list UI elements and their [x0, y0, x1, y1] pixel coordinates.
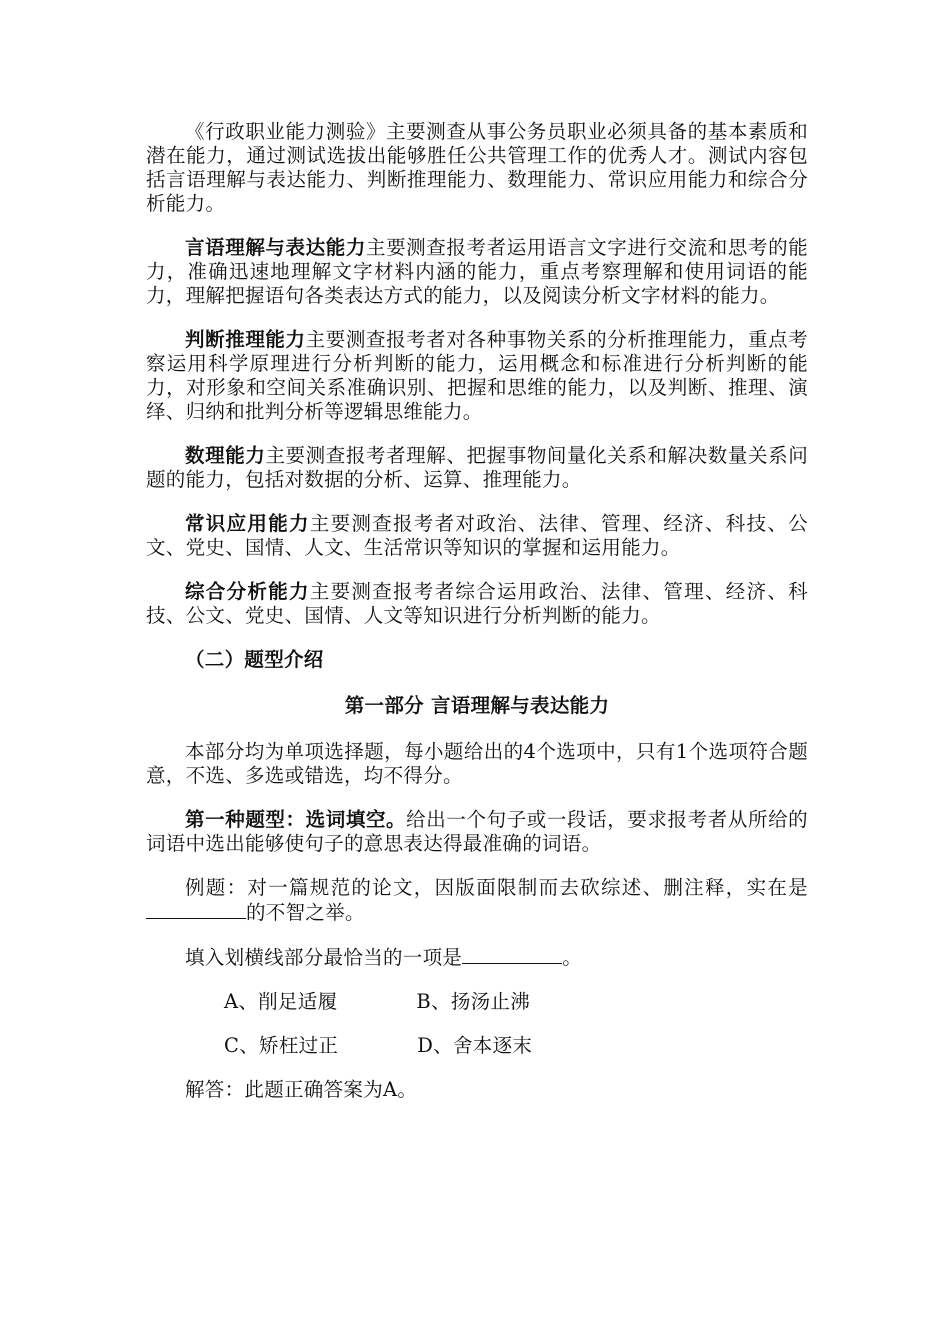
ability-paragraph-common-sense	[146, 512, 808, 560]
options-row	[146, 990, 808, 1014]
example-prompt-prefix: 填入划横线部分最恰当的一项是	[185, 946, 463, 969]
options-row	[146, 1034, 808, 1058]
ability-paragraph-verbal	[146, 236, 808, 308]
ability-paragraph-reasoning	[146, 328, 808, 424]
example-prompt	[146, 945, 808, 970]
example-question	[146, 876, 808, 925]
intro-paragraph: 《行政职业能力测验》主要测查从事公务员职业必须具备的基本素质和潜在能力，通过测试选拔出能够胜任公共管理工作的优秀人才。测试内容包括言语理解与表达能力、判断推理能力、数理能力、常识应用能力和综合分析能力。	[146, 120, 808, 215]
ability-term: 综合分析能力	[185, 580, 310, 603]
example-question-prefix: 例题：对一篇规范的论文，因版面限制而去砍综述、删注释，实在是	[185, 876, 808, 899]
ability-description: 主要测查报考者对政治、法律、管理、经济、科技、公文、党史、国情、人文、生活常识等知识的掌握和运用能力。	[146, 512, 808, 559]
fill-in-blank	[146, 900, 246, 919]
ability-term: 数理能力	[185, 444, 266, 467]
ability-description: 主要测查报考者理解、把握事物间量化关系和解决数量关系问题的能力，包括对数据的分析、运算、推理能力。	[146, 444, 809, 491]
section-heading: （二）题型介绍	[185, 648, 324, 671]
ability-term: 常识应用能力	[185, 512, 310, 535]
option-d: D、舍本逐末	[417, 1034, 533, 1057]
option-c: C、矫枉过正	[224, 1034, 339, 1057]
ability-paragraph-comprehensive	[146, 580, 808, 628]
ability-description: 主要测查报考者综合运用政治、法律、管理、经济、科技、公文、党史、国情、人文等知识进行分析判断的能力。	[146, 580, 808, 627]
example-question-suffix: 的不智之举。	[246, 901, 365, 924]
answer-paragraph: 解答：此题正确答案为A。	[185, 1078, 418, 1101]
option-b: B、扬汤止沸	[416, 990, 531, 1013]
part-title: 第一部分 言语理解与表达能力	[344, 694, 610, 717]
fill-in-blank	[462, 945, 562, 964]
option-a: A、削足适履	[224, 990, 338, 1013]
example-prompt-suffix: 。	[562, 946, 583, 969]
ability-term: 言语理解与表达能力	[185, 236, 366, 259]
document-body	[146, 120, 808, 1122]
ability-term: 判断推理能力	[185, 328, 306, 351]
part-intro-paragraph: 本部分均为单项选择题，每小题给出的4个选项中，只有1个选项符合题意，不选、多选或错选，均不得分。	[146, 740, 808, 787]
question-type-description: 给出一个句子或一段话，要求报考者从所给的词语中选出能够使句子的意思表达得最准确的词语。	[146, 808, 808, 855]
ability-paragraph-numerical	[146, 444, 808, 492]
ability-description: 主要测查报考者运用语言文字进行交流和思考的能力，准确迅速地理解文字材料内涵的能力，重点考察理解和使用词语的能力，理解把握语句各类表达方式的能力，以及阅读分析文字材料的能力。	[146, 236, 809, 307]
question-type-label: 第一种题型：选词填空。	[185, 808, 407, 831]
ability-description: 主要测查报考者对各种事物关系的分析推理能力，重点考察运用科学原理进行分析判断的能力，运用概念和标准进行分析判断的能力，对形象和空间关系准确识别、把握和思维的能力，以及判断、推理、演绎、归纳和批判分析等逻辑思维能力。	[146, 328, 808, 423]
question-type-paragraph	[146, 808, 808, 856]
